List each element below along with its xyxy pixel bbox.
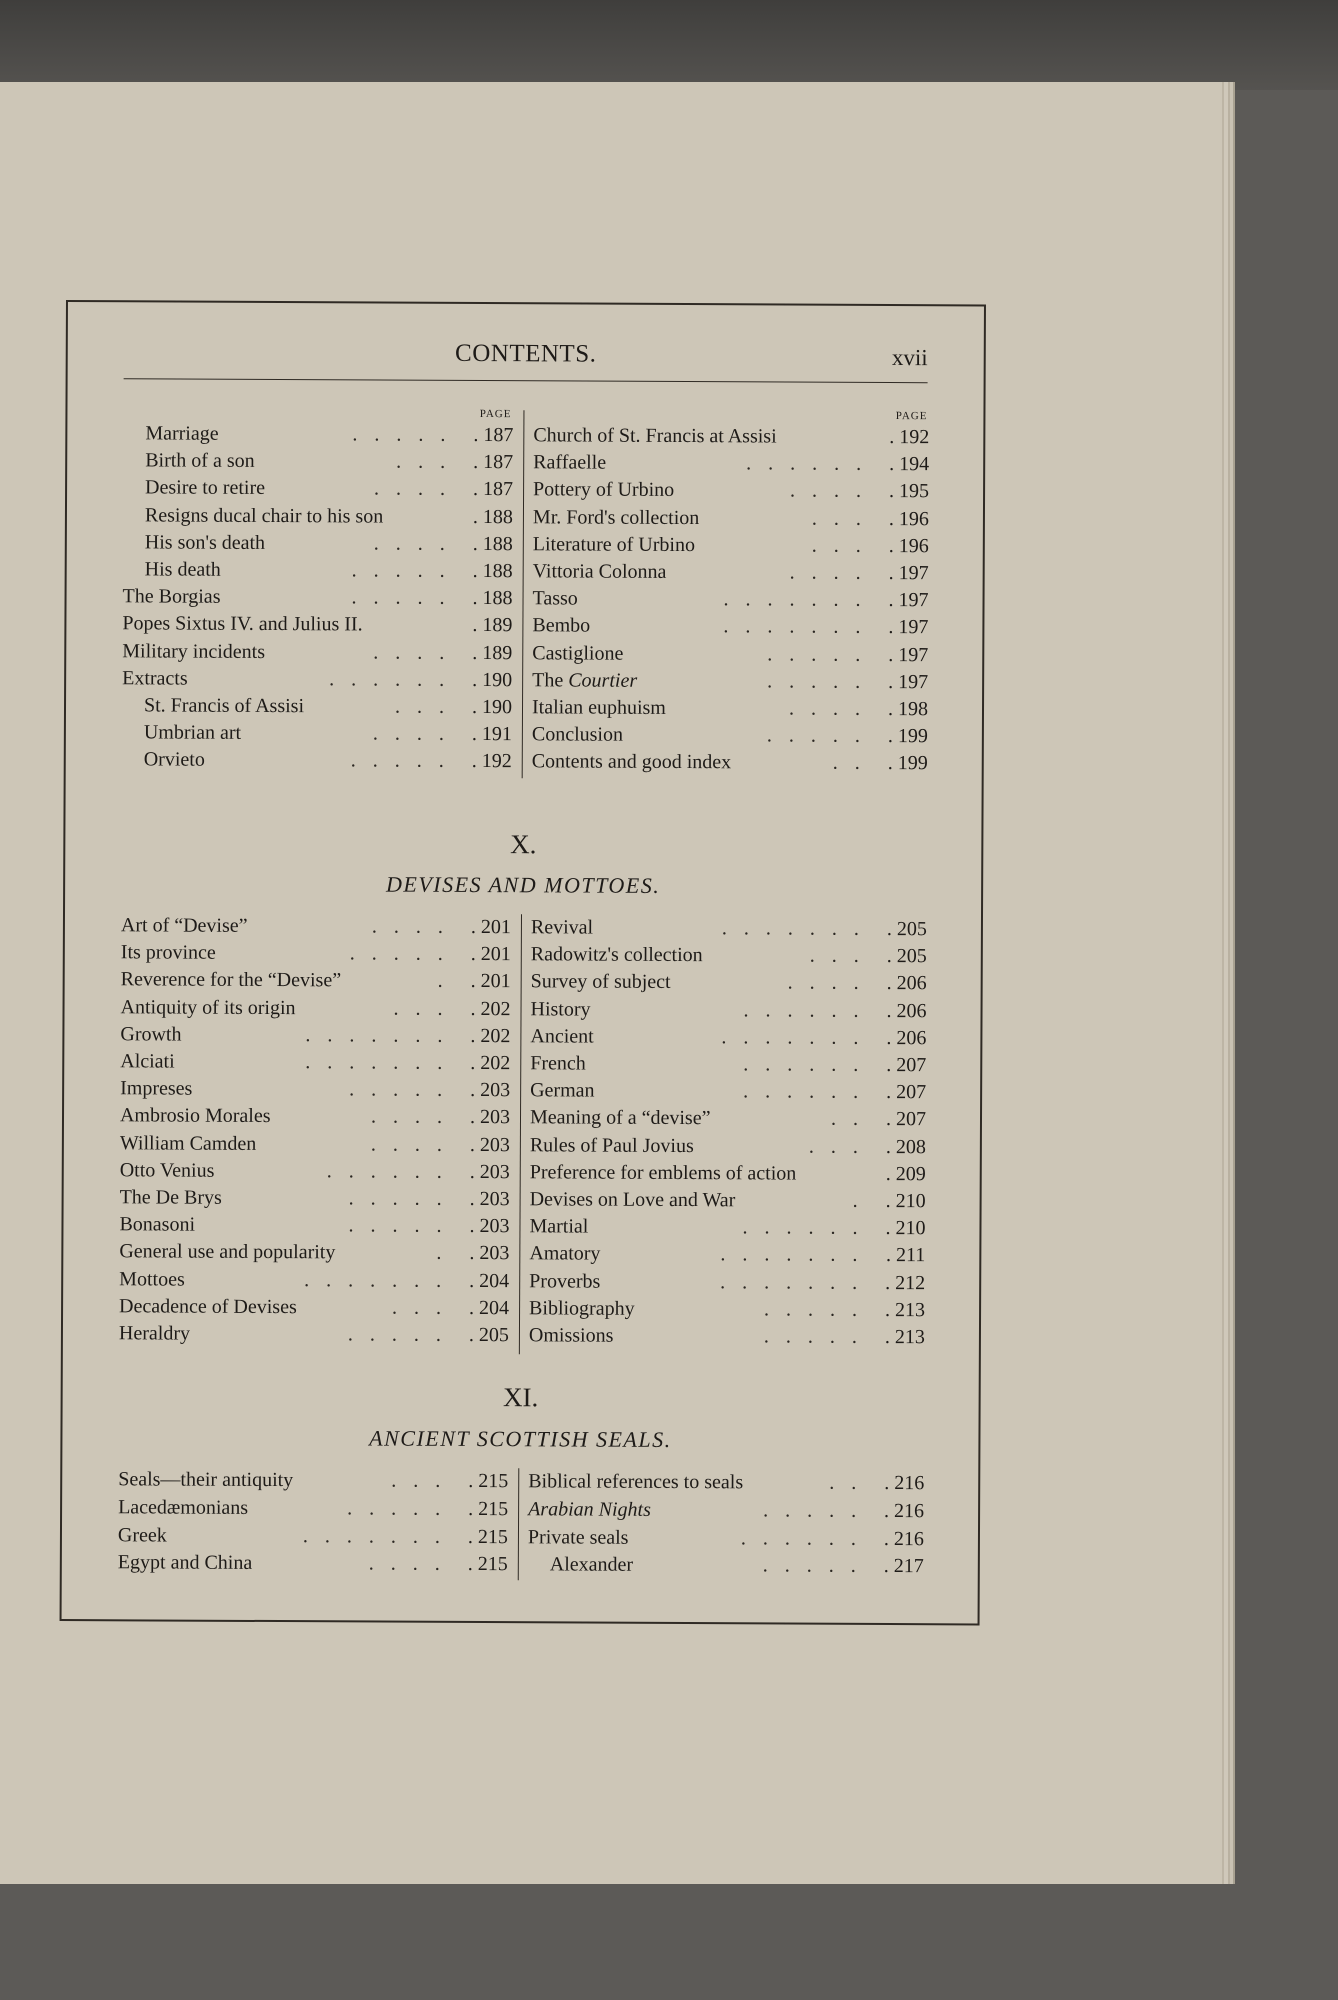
section-x-right-column — [529, 914, 927, 1356]
contents-entry — [118, 1522, 508, 1550]
entry-label: Private seals — [527, 1525, 629, 1549]
entry-label: William Camden — [119, 1131, 257, 1155]
contents-entry — [530, 1105, 926, 1133]
entry-page-number: . 212 — [885, 1271, 926, 1294]
contents-entry — [532, 749, 928, 777]
entry-label: Contents and good index — [531, 750, 732, 774]
contents-entry — [123, 502, 513, 530]
entry-page-number: . 213 — [884, 1326, 925, 1349]
entry-page-number: . 194 — [889, 453, 930, 476]
entry-leader-dots: . . . . . — [762, 1554, 862, 1578]
entry-label: Omissions — [528, 1324, 614, 1347]
contents-entry — [123, 529, 513, 557]
running-header — [124, 338, 928, 383]
entry-page-number: . 207 — [886, 1054, 927, 1077]
entry-label: Pottery of Urbino — [533, 478, 675, 502]
entry-label: Meaning of a “devise” — [529, 1106, 711, 1130]
entry-label: Devises on Love and War — [529, 1188, 736, 1212]
entry-page-number: . 215 — [467, 1553, 508, 1576]
entry-label: Proverbs — [529, 1269, 601, 1293]
entry-label: Greek — [117, 1523, 167, 1547]
contents-entry — [120, 1130, 510, 1158]
entry-leader-dots: . . . . — [788, 697, 867, 720]
entry-leader-dots: . . . . . — [351, 559, 451, 582]
entry-leader-dots: . . . . . — [348, 1214, 448, 1238]
entry-page-number: . 205 — [468, 1323, 510, 1347]
section-x — [63, 912, 981, 1356]
section-x-number: X. — [510, 829, 537, 860]
contents-entry — [532, 667, 928, 695]
entry-leader-dots: . . . . . . . — [721, 917, 865, 940]
entry-page-number: . 217 — [883, 1555, 924, 1578]
entry-label: Antiquity of its origin — [120, 995, 296, 1019]
entry-leader-dots: . . . . . — [347, 1323, 448, 1346]
entry-leader-dots: . . . . . . — [329, 668, 451, 691]
entry-leader-dots: . — [437, 970, 449, 993]
entry-label: The Borgias — [122, 585, 221, 608]
entry-label: Impreses — [120, 1077, 193, 1100]
entry-page-number: . 204 — [469, 1296, 510, 1319]
contents-entry — [532, 721, 928, 749]
entry-leader-dots: . . . . . . . — [721, 1026, 865, 1049]
contents-entry — [533, 558, 929, 586]
entry-page-number: . 198 — [887, 698, 929, 721]
column-divider — [518, 1468, 520, 1580]
entry-page-number: . 197 — [888, 643, 929, 666]
entry-page-number: . 189 — [472, 614, 513, 637]
entry-page-number: . 207 — [885, 1108, 927, 1131]
entry-label: Otto Venius — [119, 1159, 215, 1182]
contents-entry — [119, 1211, 509, 1239]
entry-leader-dots: . . . . . . . — [305, 1051, 449, 1074]
entry-page-number: . 187 — [473, 451, 514, 474]
page-title: CONTENTS. — [455, 339, 597, 368]
contents-entry — [529, 1241, 925, 1269]
entry-page-number: . 197 — [888, 589, 929, 612]
section-xi-number: XI. — [502, 1382, 539, 1413]
entry-leader-dots: . . . . . — [764, 1298, 864, 1321]
entry-label: Revival — [530, 916, 594, 939]
page-column-heading: PAGE — [479, 408, 512, 421]
entry-label: Mr. Ford's collection — [532, 505, 700, 529]
contents-entry — [121, 912, 511, 940]
contents-entry — [532, 694, 928, 722]
entry-page-number: . 206 — [886, 1026, 927, 1050]
contents-entry — [529, 1213, 925, 1241]
entry-leader-dots: . . . . . — [766, 724, 866, 748]
contents-entry — [122, 638, 512, 666]
entry-page-number: . 188 — [472, 532, 513, 555]
contents-entry — [529, 1322, 925, 1350]
entry-leader-dots: . . — [829, 1471, 863, 1494]
entry-label: Rules of Paul Jovius — [529, 1133, 694, 1157]
entry-leader-dots: . . . . . . — [742, 1216, 864, 1240]
entry-label: Orvieto — [143, 748, 205, 772]
entry-page-number: . 188 — [472, 559, 513, 583]
entry-label: Italian euphuism — [531, 696, 666, 719]
entry-leader-dots: . . . — [396, 450, 452, 474]
entry-label: Umbrian art — [143, 721, 242, 745]
entry-page-number: . 190 — [471, 695, 513, 719]
entry-label: Tasso — [532, 587, 578, 610]
entry-label: Alciati — [120, 1050, 175, 1073]
contents-entry — [122, 719, 512, 747]
contents-entry — [122, 665, 512, 693]
entry-leader-dots: . . . . . — [350, 749, 450, 773]
entry-page-number: . 215 — [468, 1497, 509, 1520]
entry-leader-dots: . — [436, 1242, 448, 1265]
entry-leader-dots: . . — [830, 1108, 865, 1131]
contents-entry — [529, 1295, 925, 1323]
entry-leader-dots: . . . . . — [352, 423, 452, 446]
entry-leader-dots: . . . . . — [347, 1497, 447, 1520]
entry-label: Extracts — [122, 667, 188, 690]
entry-label: Bembo — [532, 614, 591, 637]
entry-page-number: . 187 — [473, 423, 514, 447]
section-x-left-column — [119, 912, 511, 1354]
entry-page-number: . 206 — [886, 972, 927, 995]
entry-page-number: . 210 — [885, 1190, 926, 1213]
contents-entry — [120, 1157, 510, 1185]
entry-page-number: . 204 — [469, 1269, 510, 1292]
entry-label: Egypt and China — [117, 1551, 253, 1575]
entry-label: Ancient — [530, 1025, 594, 1048]
entry-page-number: . 202 — [470, 1051, 511, 1075]
entry-page-number: . 203 — [469, 1187, 510, 1211]
entry-label: Bonasoni — [119, 1213, 196, 1236]
entry-leader-dots: . . . . . — [763, 1325, 863, 1348]
entry-page-number: . 203 — [469, 1215, 510, 1238]
contents-entry — [120, 994, 510, 1022]
entry-leader-dots: . . . . — [789, 561, 867, 584]
entry-label: General use and popularity — [119, 1240, 336, 1264]
entry-label: His son's death — [144, 531, 266, 554]
contents-entry — [533, 504, 929, 532]
entry-label: Survey of subject — [530, 970, 671, 994]
entry-leader-dots: . . . . — [371, 915, 449, 938]
entry-leader-dots: . . . . . — [763, 1499, 863, 1522]
page-column-heading: PAGE — [895, 410, 928, 423]
contents-entry — [533, 422, 929, 450]
contents-entry — [120, 1103, 510, 1131]
contents-entry — [528, 1552, 924, 1580]
contents-entry — [118, 1466, 508, 1494]
entry-page-number: . 201 — [470, 970, 511, 993]
contents-entry — [528, 1524, 924, 1552]
contents-entry — [120, 1048, 510, 1076]
entry-label: Arabian Nights — [528, 1498, 651, 1521]
entry-leader-dots: . — [852, 1189, 864, 1212]
entry-label: Art of “Devise” — [120, 914, 248, 937]
entry-label: German — [530, 1079, 595, 1102]
contents-entry — [530, 1077, 926, 1105]
entry-leader-dots: . . . . . — [351, 586, 451, 610]
entry-label: Bibliography — [529, 1297, 635, 1320]
column-divider — [522, 410, 525, 778]
contents-entry — [530, 1050, 926, 1078]
entry-leader-dots: . . . . . . — [743, 1053, 865, 1076]
contents-entry — [119, 1266, 509, 1294]
contents-entry — [530, 996, 926, 1024]
entry-page-number: . 192 — [889, 426, 930, 449]
entry-label: Desire to retire — [145, 476, 266, 500]
contents-entry — [530, 1159, 926, 1187]
background-top — [0, 0, 1338, 90]
entry-page-number: . 208 — [885, 1135, 926, 1158]
entry-page-number: . 190 — [472, 668, 513, 691]
section-xi — [62, 1466, 979, 1590]
contents-entry — [531, 969, 927, 997]
entry-leader-dots: . . . . . . — [740, 1526, 863, 1550]
contents-entry — [123, 475, 513, 503]
entry-leader-dots: . . . . — [373, 641, 451, 664]
entry-page-number: . 196 — [888, 507, 929, 530]
contents-entry — [123, 447, 513, 475]
section-top-left-column — [122, 406, 514, 778]
contents-entry — [123, 420, 513, 448]
entry-page-number: . 203 — [469, 1160, 510, 1183]
contents-entry — [532, 585, 928, 613]
entry-leader-dots: . . . . . . — [743, 998, 865, 1022]
entry-leader-dots: . . . . . . — [743, 1080, 865, 1104]
entry-label: St. Francis of Assisi — [143, 694, 305, 718]
contents-entry — [533, 531, 929, 559]
contents-entry — [119, 1320, 509, 1348]
entry-leader-dots: . . . . . . . — [720, 1243, 864, 1267]
contents-entry — [533, 449, 929, 477]
contents-entry — [530, 1132, 926, 1160]
contents-entry — [118, 1550, 508, 1578]
book-page — [0, 82, 1222, 1884]
entry-page-number: . 213 — [885, 1298, 926, 1322]
contents-entry — [530, 1023, 926, 1051]
entry-page-number: . 215 — [467, 1525, 509, 1548]
entry-page-number: . 201 — [470, 915, 511, 939]
entry-label: Biblical references to seals — [528, 1470, 744, 1494]
entry-page-number: . 187 — [473, 478, 514, 501]
entry-page-number: . 197 — [888, 670, 929, 694]
entry-label: Its province — [120, 941, 216, 964]
entry-label: Raffaelle — [533, 451, 607, 474]
contents-entry — [118, 1494, 508, 1522]
entry-leader-dots: . . . . — [790, 479, 868, 503]
entry-leader-dots: . . . . — [370, 1133, 448, 1156]
entry-page-number: . 196 — [888, 534, 929, 558]
entry-leader-dots: . . . . . . . — [304, 1268, 448, 1292]
entry-page-number: . 197 — [888, 616, 929, 639]
entry-page-number: . 203 — [469, 1106, 511, 1129]
entry-page-number: . 203 — [469, 1133, 510, 1156]
entry-leader-dots: . . . . . . — [746, 452, 868, 476]
folio-number: xvii — [891, 345, 928, 371]
entry-leader-dots: . . . . — [373, 532, 451, 555]
entry-leader-dots: . . . . . — [348, 1187, 448, 1210]
contents-entry — [531, 914, 927, 942]
contents-entry — [120, 1021, 510, 1049]
entry-label: Popes Sixtus IV. and Julius II. — [122, 612, 363, 636]
entry-label: Growth — [120, 1023, 182, 1046]
entry-label: The De Brys — [119, 1186, 222, 1209]
contents-entry — [122, 692, 512, 720]
section-xi-right-column — [528, 1468, 925, 1590]
contents-entry — [122, 583, 512, 611]
entry-leader-dots: . . . — [393, 997, 449, 1020]
entry-leader-dots: . . . . — [372, 722, 450, 746]
entry-page-number: . 209 — [885, 1162, 926, 1186]
entry-label: Radowitz's collection — [530, 943, 703, 967]
entry-label: His death — [144, 558, 221, 581]
entry-label: Literature of Urbino — [532, 533, 696, 556]
entry-label: Seals—their antiquity — [118, 1468, 294, 1492]
entry-leader-dots: . . . . . — [349, 942, 449, 966]
contents-entry — [528, 1468, 924, 1496]
entry-label: Alexander — [549, 1553, 634, 1577]
entry-page-number: . 206 — [886, 999, 927, 1022]
entry-label: Mottoes — [119, 1267, 185, 1291]
entry-leader-dots: . . . . . . — [326, 1160, 448, 1183]
contents-frame — [60, 300, 986, 1625]
entry-label: Reverence for the “Devise” — [120, 968, 342, 992]
entry-label: Conclusion — [531, 723, 624, 746]
entry-label: Lacedæmonians — [118, 1496, 249, 1519]
entry-page-number: . 210 — [885, 1217, 926, 1240]
entry-page-number: . 216 — [884, 1472, 925, 1495]
entry-label: Martial — [529, 1215, 589, 1238]
contents-entry — [530, 1186, 926, 1214]
entry-page-number: . 188 — [472, 587, 513, 610]
entry-page-number: . 211 — [886, 1244, 926, 1267]
contents-entry — [529, 1268, 925, 1296]
contents-entry — [119, 1293, 509, 1321]
entry-leader-dots: . . . . . . . — [723, 615, 867, 639]
entry-leader-dots: . . . — [394, 695, 451, 718]
contents-entry — [122, 747, 512, 775]
entry-label: Vittoria Colonna — [532, 560, 667, 583]
entry-leader-dots: . . . — [811, 507, 867, 530]
entry-label: Church of St. Francis at Assisi — [533, 424, 777, 448]
entry-label: Marriage — [145, 422, 219, 445]
entry-leader-dots: . . . . — [787, 971, 865, 995]
entry-page-number: . 203 — [469, 1242, 510, 1265]
contents-entry — [531, 941, 927, 969]
entry-page-number: . 199 — [887, 752, 928, 775]
entry-page-number: . 199 — [887, 725, 928, 748]
entry-leader-dots: . . — [832, 752, 866, 775]
entry-page-number: . 207 — [886, 1081, 927, 1104]
entry-leader-dots: . . . . . — [767, 643, 867, 666]
contents-entry — [123, 556, 513, 584]
entry-leader-dots: . . . — [811, 534, 867, 557]
entry-label: Ambrosio Morales — [119, 1104, 271, 1128]
entry-leader-dots: . . . — [809, 944, 865, 968]
entry-leader-dots: . . . . . . . — [302, 1524, 447, 1548]
entry-leader-dots: . . . . . . . — [305, 1023, 449, 1047]
entry-page-number: . 195 — [889, 480, 930, 503]
contents-entry — [121, 939, 511, 967]
entry-label: Amatory — [529, 1242, 601, 1266]
entry-page-number: . 215 — [468, 1469, 509, 1493]
entry-label: Heraldry — [118, 1322, 191, 1345]
contents-entry — [533, 477, 929, 505]
contents-entry — [528, 1496, 924, 1524]
contents-entry — [119, 1239, 509, 1267]
entry-leader-dots: . . . . . — [767, 670, 867, 693]
column-divider — [519, 914, 522, 1354]
entry-page-number: . 202 — [470, 1024, 511, 1047]
entry-leader-dots: . . . . — [374, 477, 452, 501]
contents-entry — [122, 611, 512, 639]
entry-leader-dots: . . . . — [368, 1552, 446, 1576]
contents-entry — [532, 613, 928, 641]
entry-label: The Courtier — [532, 669, 638, 692]
contents-entry — [120, 1184, 510, 1212]
entry-leader-dots: . . . . . — [349, 1078, 449, 1102]
entry-page-number: . 192 — [471, 750, 512, 773]
section-xi-title: ANCIENT SCOTTISH SEALS. — [369, 1425, 672, 1452]
entry-label: Castiglione — [532, 641, 624, 665]
entry-leader-dots: . . . — [808, 1135, 864, 1158]
entry-label: French — [530, 1052, 586, 1075]
entry-label: Preference for emblems of action — [529, 1161, 797, 1185]
entry-page-number: . 189 — [472, 641, 513, 664]
section-x-title: DEVISES AND MOTTOES. — [385, 871, 661, 898]
entry-label: Military incidents — [122, 639, 266, 663]
entry-page-number: . 203 — [470, 1079, 511, 1102]
entry-page-number: . 188 — [472, 505, 513, 528]
section-xi-left-column — [118, 1466, 509, 1588]
entry-page-number: . 205 — [886, 918, 927, 941]
entry-label: History — [530, 997, 591, 1021]
entry-leader-dots: . . . — [392, 1296, 448, 1319]
contents-entry — [121, 967, 511, 995]
entry-label: Resigns ducal chair to his son — [144, 503, 384, 528]
contents-entry — [120, 1075, 510, 1103]
entry-page-number: . 197 — [888, 562, 929, 585]
entry-leader-dots: . . . — [391, 1469, 447, 1492]
entry-label: Decadence of Devises — [119, 1295, 297, 1318]
entry-page-number: . 205 — [886, 945, 927, 968]
section-top — [66, 406, 984, 780]
entry-page-number: . 216 — [884, 1499, 925, 1523]
entry-page-number: . 202 — [470, 997, 511, 1020]
entry-leader-dots: . . . . . . . — [723, 588, 867, 612]
entry-page-number: . 216 — [883, 1527, 925, 1550]
entry-label: Birth of a son — [145, 449, 255, 473]
section-top-right-column — [532, 408, 930, 780]
entry-leader-dots: . . . . . . . — [720, 1270, 864, 1294]
entry-leader-dots: . . . . — [370, 1105, 449, 1129]
entry-page-number: . 201 — [470, 943, 511, 966]
entry-page-number: . 191 — [471, 723, 512, 746]
contents-entry — [532, 640, 928, 668]
